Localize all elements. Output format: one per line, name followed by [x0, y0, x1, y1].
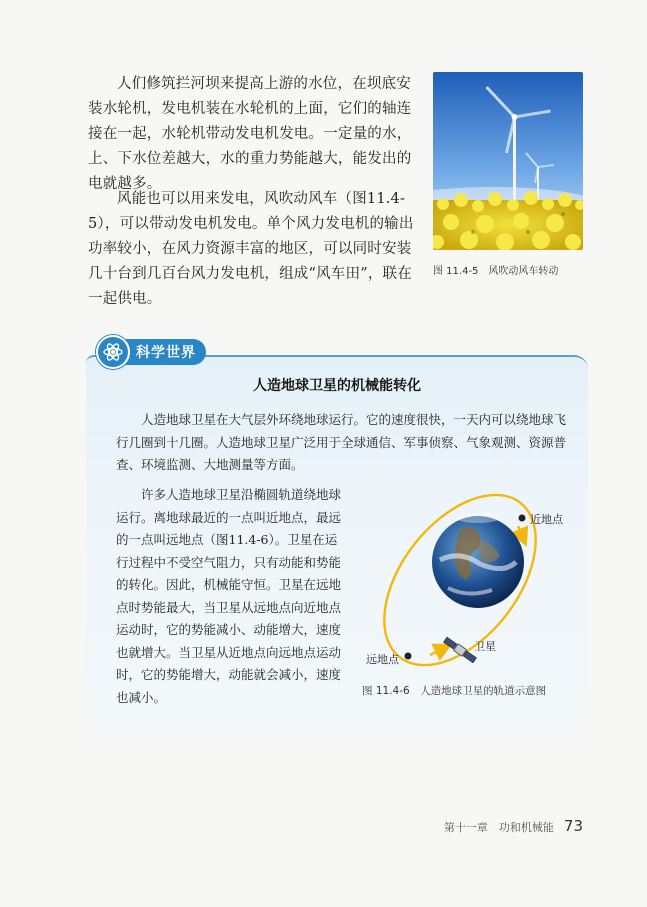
atom-icon	[96, 335, 130, 369]
wind-turbine-photo	[433, 72, 583, 250]
page-number: 73	[563, 817, 583, 835]
science-world-badge	[96, 337, 206, 367]
chapter-title: 第十一章 功和机械能	[443, 821, 554, 834]
science-world-badge-label: 科学世界	[122, 339, 206, 365]
apogee-point	[405, 653, 412, 660]
perigee-point	[519, 515, 526, 522]
perigee-label: 近地点	[530, 513, 563, 526]
body-paragraph-wind-power: 风能也可以用来发电，风吹动风车（图11.4-5），可以带动发电机发电。单个风力发电机的输出功率较小，在风力资源丰富的地区，可以同时安装几十台到几百台风力发电机，组成“风车田”，联在一起供电。	[88, 191, 414, 307]
orbit-arrow-upper	[518, 526, 523, 538]
body-paragraph-hydropower: 人们修筑拦河坝来提高上游的水位，在坝底安装水轮机，发电机装在水轮机的上面，它们的轴连接在一起，水轮机带动发电机发电。一定量的水，上、下水位差越大，水的重力势能越大，能发出的电就越多。	[88, 76, 412, 192]
science-world-title: 人造地球卫星的机械能转化	[253, 378, 421, 394]
earth-icon	[432, 513, 524, 608]
orbit-arrow-lower	[430, 648, 444, 655]
figure-caption-wind: 图 11.4-5 风吹动风车转动	[433, 266, 559, 277]
science-world-paragraph-1: 人造地球卫星在大气层外环绕地球运行。它的速度很快，一天内可以绕地球飞行几圈到十几圈。人造地球卫星广泛用于全球通信、军事侦察、气象观测、资源普查、环境监测、大地测量等方面。	[116, 412, 567, 472]
page-footer	[444, 817, 583, 835]
figure-caption-orbit: 图 11.4-6 人造地球卫星的轨道示意图	[362, 685, 547, 697]
apogee-label: 远地点	[366, 653, 399, 666]
science-world-paragraph-2: 许多人造地球卫星沿椭圆轨道绕地球运行。离地球最近的一点叫近地点，最远的一点叫远地点（图11.4-6）。卫星在运行过程中不受空气阻力，只有动能和势能的转化。因此，机械能守恒。卫星在远地点时势能最大，当卫星从远地点向近地点运动时，它的势能减小、动能增大，速度也就增大。当卫星从近地点向远地点运动时，它的势能增大，动能就会减小，速度也减小。	[116, 487, 342, 705]
satellite-label: 卫星	[474, 640, 496, 653]
